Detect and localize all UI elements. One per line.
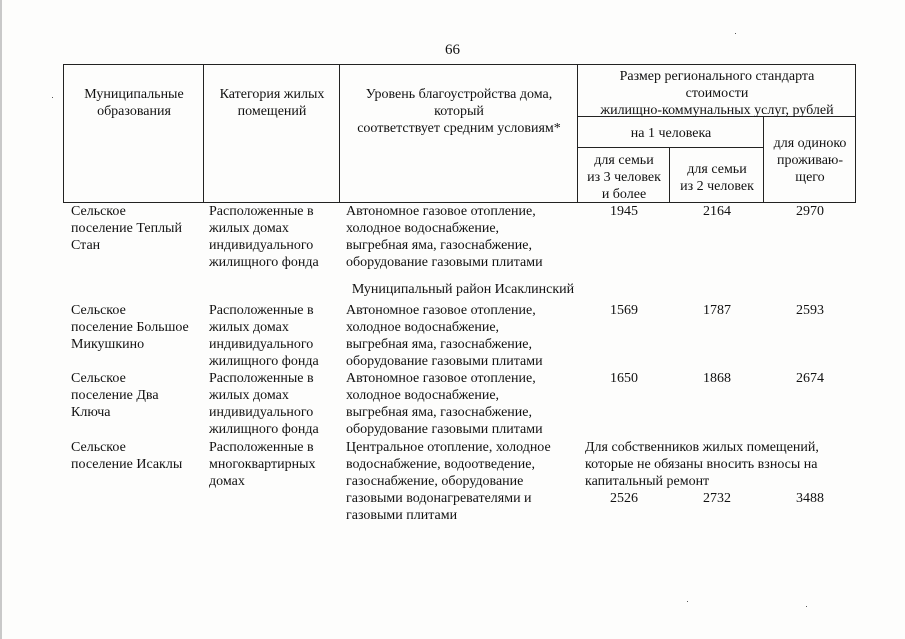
- row-value-single: 3488: [796, 491, 824, 506]
- header-single-label: для одиноко проживаю- щего: [773, 136, 847, 185]
- section-title: Муниципальный район Исаклинский: [351, 282, 575, 297]
- row-value-family3: 2526: [610, 491, 638, 506]
- header-per-person-label: на 1 человека: [630, 126, 712, 141]
- row-municipal: Сельское поселение Исаклы: [71, 440, 183, 472]
- header-municipal-label: Муниципальные образования: [84, 87, 184, 119]
- row-note: Для собственников жилых помещений, которые не обязаны вносить взносы на капитальный ремонт: [585, 440, 819, 489]
- scan-speck: [735, 33, 736, 34]
- row-value-family2: 2732: [703, 491, 731, 506]
- row-level: Центральное отопление, холодное водоснабжение, водоотведение, газоснабжение, оборудование газовыми водонагревателями и газовыми плитами: [346, 440, 551, 523]
- row-value-family2: 1787: [703, 303, 731, 318]
- header-family2-label: для семьи из 2 человек: [680, 162, 754, 194]
- row-value-family3: 1569: [610, 303, 638, 318]
- scan-speck: [52, 97, 53, 98]
- row-value-family3: 1945: [610, 204, 638, 219]
- row-value-family2: 1868: [703, 371, 731, 386]
- row-value-family2: 2164: [703, 204, 731, 219]
- row-category: Расположенные в жилых домах индивидуального жилищного фонда: [209, 204, 319, 270]
- row-value-single: 2970: [796, 204, 824, 219]
- header-level-label: Уровень благоустройства дома, который соответствует средним условиям*: [357, 87, 561, 136]
- row-level: Автономное газовое отопление, холодное водоснабжение, выгребная яма, газоснабжение, оборудование газовыми плитами: [346, 204, 543, 270]
- row-municipal: Сельское поселение Большое Микушкино: [71, 303, 189, 352]
- row-value-single: 2593: [796, 303, 824, 318]
- header-family3-label: для семьи из 3 человек и более: [587, 153, 661, 202]
- page-number: 66: [445, 42, 460, 58]
- scan-left-edge: [0, 0, 2, 639]
- header-category-label: Категория жилых помещений: [219, 87, 325, 119]
- row-category: Расположенные в жилых домах индивидуального жилищного фонда: [209, 371, 319, 437]
- header-size-label: Размер регионального стандарта стоимости жилищно-коммунальных услуг, рублей: [600, 69, 834, 118]
- scan-speck: [687, 601, 688, 602]
- header-cell-category: [203, 64, 340, 203]
- scan-speck: [806, 606, 807, 607]
- row-municipal: Сельское поселение Теплый Стан: [71, 204, 182, 253]
- row-category: Расположенные в жилых домах индивидуального жилищного фонда: [209, 303, 319, 369]
- row-value-family3: 1650: [610, 371, 638, 386]
- row-category: Расположенные в многоквартирных домах: [209, 440, 316, 489]
- row-level: Автономное газовое отопление, холодное водоснабжение, выгребная яма, газоснабжение, оборудование газовыми плитами: [346, 371, 543, 437]
- row-level: Автономное газовое отопление, холодное водоснабжение, выгребная яма, газоснабжение, оборудование газовыми плитами: [346, 303, 543, 369]
- row-value-single: 2674: [796, 371, 824, 386]
- header-cell-municipal: [63, 64, 204, 203]
- row-municipal: Сельское поселение Два Ключа: [71, 371, 159, 420]
